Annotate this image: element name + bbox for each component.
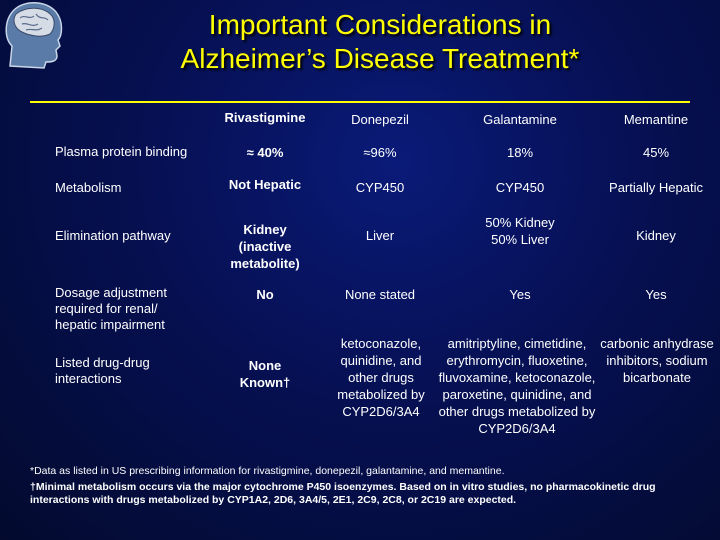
col-header-galantamine: Galantamine bbox=[483, 112, 557, 127]
title-line-2: Alzheimer’s Disease Treatment* bbox=[180, 43, 580, 74]
row-label-dosage-adjustment: Dosage adjustment required for renal/ hepatic impairment bbox=[55, 285, 168, 332]
row-label-elimination: Elimination pathway bbox=[55, 228, 171, 243]
title-line-1: Important Considerations in bbox=[208, 9, 552, 40]
cell-metabolism-rivastigmine: Not Hepatic bbox=[228, 177, 302, 192]
slide-title bbox=[120, 8, 640, 76]
footnotes bbox=[30, 465, 690, 507]
col-header-memantine: Memantine bbox=[623, 112, 689, 127]
cell-protein-memantine: 45% bbox=[642, 145, 670, 160]
footnote-data-source: *Data as listed in US prescribing information for rivastigmine, donepezil, galantamine, and memantine. bbox=[30, 465, 505, 477]
col-header-rivastigmine: Rivastigmine bbox=[224, 110, 306, 125]
cell-metabolism-galantamine: CYP450 bbox=[495, 180, 545, 195]
cell-protein-donepezil: ≈96% bbox=[363, 145, 397, 160]
cell-elimination-memantine: Kidney bbox=[636, 228, 676, 243]
cell-metabolism-donepezil: CYP450 bbox=[355, 180, 405, 195]
cell-interactions-rivastigmine: None Known† bbox=[239, 358, 291, 390]
cell-metabolism-memantine: Partially Hepatic bbox=[609, 180, 703, 195]
cell-protein-galantamine: 18% bbox=[506, 145, 534, 160]
cell-dosage-rivastigmine: No bbox=[256, 287, 274, 302]
cell-interactions-galantamine: amitriptyline, cimetidine, erythromycin, fluoxetine, fluvoxamine, ketoconazole, paroxetine, quinidine, and other drugs metabolized by CYP2D6/3A4 bbox=[438, 336, 596, 436]
cell-elimination-rivastigmine: Kidney (inactive metabolite) bbox=[230, 222, 300, 271]
row-label-drug-interactions: Listed drug-drug interactions bbox=[55, 355, 150, 386]
cell-elimination-donepezil: Liver bbox=[365, 228, 395, 243]
col-header-donepezil: Donepezil bbox=[351, 112, 409, 127]
cell-elimination-galantamine: 50% Kidney 50% Liver bbox=[485, 215, 555, 247]
cell-interactions-memantine: carbonic anhydrase inhibitors, sodium bicarbonate bbox=[600, 336, 714, 385]
cell-protein-rivastigmine: ≈ 40% bbox=[246, 145, 284, 160]
cell-dosage-galantamine: Yes bbox=[509, 287, 531, 302]
cell-dosage-memantine: Yes bbox=[645, 287, 667, 302]
cell-dosage-donepezil: None stated bbox=[344, 287, 416, 302]
row-label-metabolism: Metabolism bbox=[55, 180, 122, 195]
header-divider bbox=[30, 101, 690, 103]
footnote-metabolism: †Minimal metabolism occurs via the major cytochrome P450 isoenzymes. Based on in vitro studies, no pharmacokinetic drug interactions with drugs metabolized by CYP1A2, 2D6, 3A4/5, 2E1, 2C9, 2C8, or 2C19 are expected. bbox=[30, 481, 656, 506]
cell-interactions-donepezil: ketoconazole, quinidine, and other drugs metabolized by CYP2D6/3A4 bbox=[337, 336, 425, 419]
head-logo-icon bbox=[2, 0, 64, 70]
row-label-protein-binding: Plasma protein binding bbox=[55, 144, 188, 159]
